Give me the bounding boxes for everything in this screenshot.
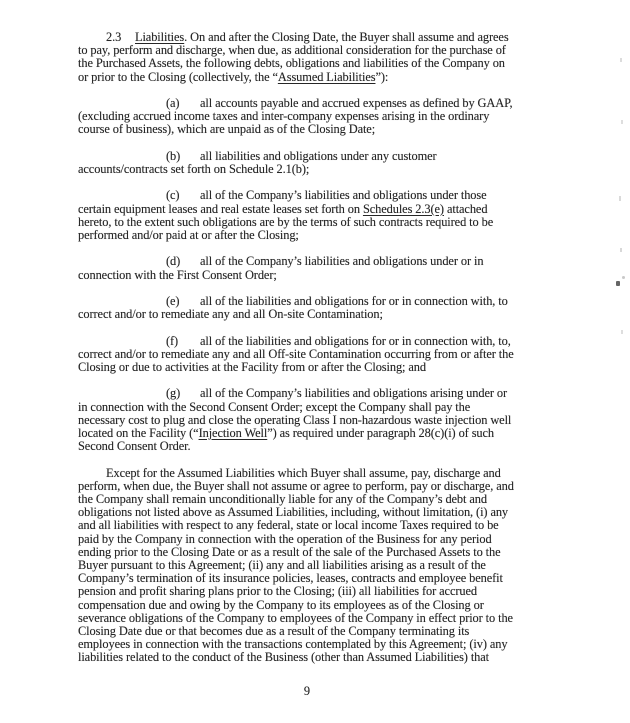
paragraph-label: (a): [166, 96, 180, 110]
paragraph-label: (c): [166, 188, 180, 203]
scan-artifact: [620, 58, 622, 62]
paragraph: [78, 467, 515, 665]
scan-artifact: [621, 120, 623, 124]
defined-term: Schedules 2.3(e): [362, 201, 444, 216]
page-number: 9: [303, 684, 311, 698]
scan-artifact: [616, 281, 620, 286]
paragraph-label: (d): [166, 254, 181, 269]
document-body: [78, 31, 515, 665]
paragraph: [78, 295, 515, 321]
defined-term: Injection Well: [198, 425, 268, 440]
paragraph: [78, 387, 515, 453]
text-run: all of the Company’s liabilities and obligations under or in connection with the First Consent Order;: [78, 254, 484, 282]
scan-artifact: [621, 330, 623, 334]
defined-term: Liabilities: [135, 30, 185, 44]
paragraph: [78, 150, 515, 176]
text-run: attached hereto, to the extent such obligations are by the terms of such contracts required to be performed and/or paid at or after the Closing;: [78, 201, 494, 242]
text-run: all of the Company’s liabilities and obligations under those certain equipment leases and real estate leases set forth on: [78, 188, 487, 216]
text-run: Except for the Assumed Liabilities which Buyer shall assume, pay, discharge and perform, when due, the Buyer shall not assume or agree to perform, pay or discharge, and the Company shall remain unconditionally liable for any of the Company’s debt and obligations not listed above as Assumed Liabilities, including, without limitation, (i) any and all liabilities with respect to any federal, state or local income Taxes required to be paid by the Company in connection with the operation of the Business for any period ending prior to the Closing Date or as a result of the sale of the Purchased Assets to the Buyer pursuant to this Agreement; (ii) any and all liabilities arising as a result of the Company’s termination of its insurance policies, leases, contracts and employee benefit pension and profit sharing plans prior to the Closing; (iii) all liabilities for accrued compensation due and owing by the Company to its employees as of the Closing or severance obligations of the Company to employees of the Company in effect prior to the Closing Date due or that becomes due as a result of the Company terminating its employees in connection with the transactions contemplated by this Agreement; (iv) any liabilities related to the conduct of the Business (other than Assumed Liabilities) that: [78, 465, 514, 665]
paragraph-label: 2.3: [106, 30, 122, 44]
paragraph-label: (g): [166, 386, 181, 401]
paragraph: [78, 97, 515, 137]
paragraph: [78, 189, 515, 242]
text-run: ”) as required under paragraph 28(c)(i) of such Second Consent Order.: [78, 425, 495, 454]
text-run: all of the liabilities and obligations for or in connection with, to correct and/or to remediate any and all On-site Contamination;: [78, 293, 508, 322]
paragraph: [78, 335, 515, 375]
paragraph-label: (b): [166, 148, 181, 163]
defined-term: Assumed Liabilities: [277, 69, 376, 84]
text-run: all accounts payable and accrued expenses as defined by GAAP, (excluding accrued income taxes and inter-company expenses arising in the ordinary course of business), which are unpaid as of the Closing Date;: [78, 96, 513, 137]
text-run: all of the liabilities and obligations for or in connection with, to, correct and/or to remediate any and all Off-site Contamination occurring from or after the Closing or due to activities at the Facility from or after the Closing; and: [78, 333, 514, 374]
text-run: . On and after the Closing Date, the Buyer shall assume and agrees to pay, perform and discharge, when due, as additional consideration for the purchase of the Purchased Assets, the following debts, obligations and liabilities of the Company on or prior to the Closing (collectively, the “: [78, 30, 509, 84]
scan-artifact: [622, 276, 625, 279]
text-run: all of the Company’s liabilities and obligations arising under or in connection with the Second Consent Order; except the Company shall pay the necessary cost to plug and close the operating Class I non-hazardous waste injection well located on the Facility (“: [78, 386, 512, 440]
paragraph-label: (f): [166, 333, 179, 348]
scan-artifact: [619, 196, 621, 201]
paragraph: [78, 31, 515, 84]
paragraph-label: (e): [166, 293, 180, 308]
scan-artifact: [620, 248, 622, 252]
paragraph: [78, 255, 515, 281]
text-run: ”):: [375, 69, 389, 84]
text-run: all liabilities and obligations under any customer accounts/contracts set forth on Schedule 2.1(b);: [78, 148, 437, 176]
